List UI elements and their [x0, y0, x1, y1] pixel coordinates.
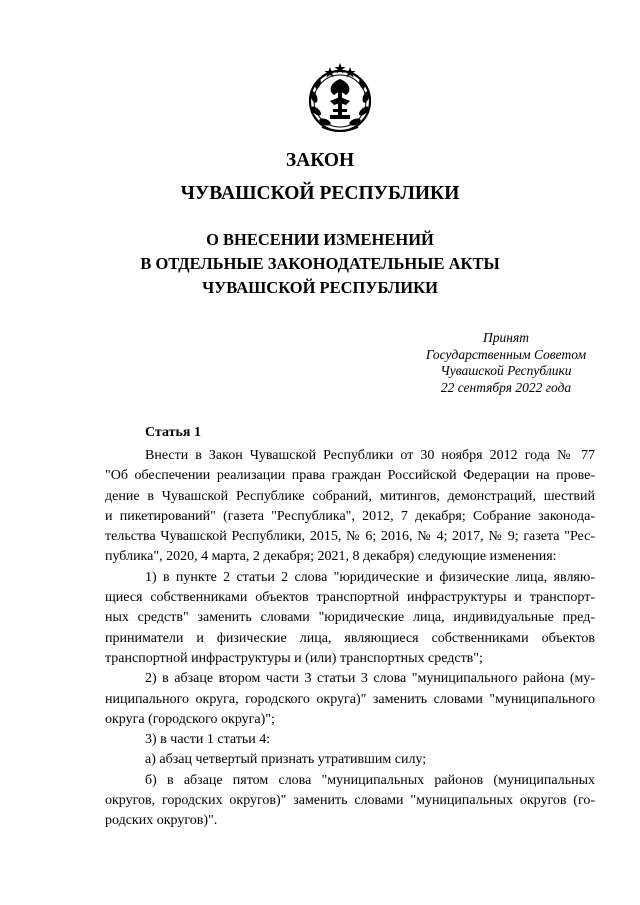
article-heading: Статья 1 — [145, 425, 201, 440]
republic-title: ЧУВАШСКОЙ РЕСПУБЛИКИ — [180, 183, 460, 204]
paragraph-line: б) в абзаце пятом слова "муниципальных районов (муниципальных — [145, 772, 595, 788]
paragraph-line: тельства Чувашской Республики, 2015, № 6; 2016, № 4; 2017, № 9; газета "Рес- — [105, 529, 595, 545]
paragraph-line: а) абзац четвертый признать утратившим силу; — [145, 752, 427, 768]
paragraph-line: и пикетирований" (газета "Республика", 2012, 7 декабря; Собрание законода- — [105, 508, 595, 524]
paragraph-line: 3) в части 1 статьи 4: — [145, 732, 271, 748]
paragraph-line: Внести в Закон Чувашской Республики от 30 ноября 2012 года № 77 — [145, 448, 595, 463]
paragraph-line: дение в Чувашской Республике собраний, митингов, демонстраций, шествий — [105, 488, 595, 504]
law-subject-line: О ВНЕСЕНИИ ИЗМЕНЕНИЙ — [206, 230, 434, 249]
law-subject-line: В ОТДЕЛЬНЫЕ ЗАКОНОДАТЕЛЬНЫЕ АКТЫ — [140, 254, 500, 273]
paragraph-line: родских округов)". — [105, 813, 218, 829]
law-subject-title — [0, 228, 640, 300]
paragraph-line: приниматели и физические лица, являющиеся собственниками объектов — [105, 630, 595, 646]
paragraph-line: округа (городского округа)"; — [105, 711, 275, 727]
chuvash-coat-of-arms-icon — [300, 57, 380, 137]
paragraph-line: транспортной инфраструктуры и (или) транспортных средств"; — [105, 650, 483, 666]
paragraph-line: щиеся собственниками объектов транспортной инфраструктуры и транспорт- — [105, 590, 595, 606]
adoption-date-line: 22 сентября 2022 года — [440, 379, 572, 395]
paragraph-line: 1) в пункте 2 статьи 2 слова "юридические и физические лица, являю- — [145, 569, 595, 585]
paragraph-line: 2) в абзаце втором части 3 статьи 3 слова "муниципального района (му- — [145, 671, 595, 687]
paragraph-line: публика", 2020, 4 марта, 2 декабря; 2021, 8 декабря) следующие изменения: — [105, 549, 557, 565]
paragraph-line: округов, городских округов)" заменить словами "муниципальных округов (го- — [105, 793, 595, 809]
adoption-note-line: Принят — [483, 330, 529, 345]
paragraph-line: ниципального округа, городского округа)" заменить словами "муниципального — [105, 691, 595, 707]
document-type-title: ЗАКОН — [285, 150, 355, 171]
article-body — [105, 446, 595, 832]
law-subject-line: ЧУВАШСКОЙ РЕСПУБЛИКИ — [202, 278, 438, 297]
adoption-note-line: Государственным Советом — [425, 346, 587, 362]
paragraph-line: ных средств" заменить словами "юридические лица, индивидуальные пред- — [105, 610, 595, 626]
adoption-note-line: Чувашской Республики — [440, 363, 572, 378]
paragraph-line: "Об обеспечении реализации права граждан Российской Федерации на прове- — [105, 468, 595, 484]
adoption-note — [380, 330, 632, 396]
